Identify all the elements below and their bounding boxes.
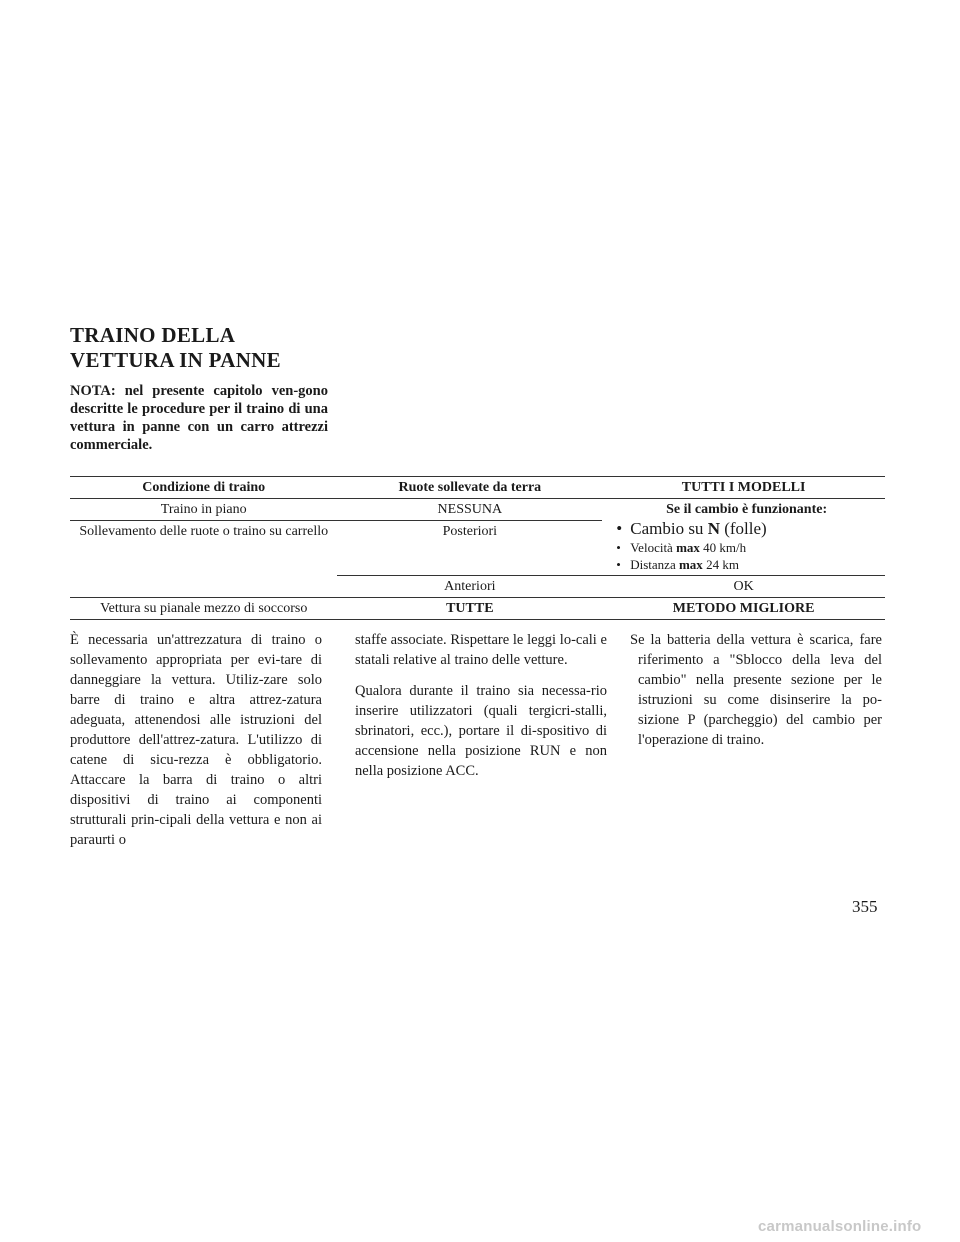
models-note-list: [614, 518, 879, 573]
table-header-row: [70, 477, 885, 499]
table-row: [70, 499, 885, 521]
header-models: TUTTI I MODELLI: [602, 477, 885, 499]
header-condition: Condizione di traino: [70, 477, 337, 499]
text-column-1: [70, 630, 322, 861]
models-note-title: Se il cambio è funzionante:: [666, 502, 828, 517]
row2-condition: Sollevamento delle ruote o traino su carrello: [70, 521, 337, 598]
text-column-2: [355, 630, 607, 792]
row3-wheels: Anteriori: [337, 576, 602, 598]
row4-wheels: TUTTE: [337, 598, 602, 620]
section-heading: [70, 323, 281, 373]
list-item: • Distanza max 24 km: [614, 556, 879, 573]
list-item: • Velocità max 40 km/h: [614, 539, 879, 556]
row4-models: METODO MIGLIORE: [602, 598, 885, 620]
header-wheels: Ruote sollevate da terra: [337, 477, 602, 499]
body-paragraph: È necessaria un'attrezzatura di traino o sollevamento appropriata per evi-tare di danneggiare la vettura. Utiliz-zare solo barre di traino e altra attrez-zatura adeguata, attenendosi alle istruzioni del produttore dell'attrez-zatura. L'utilizzo di catene di sicu-rezza è obbligatorio. Attaccare la barra di traino o altri dispositivi di traino ai componenti strutturali prin-cipali della vettura e non ai paraurti o: [70, 632, 322, 848]
page-number: 355: [852, 897, 878, 916]
note-paragraph: NOTA: nel presente capitolo ven-gono descritte le procedure per il traino di una vettura in panne con un carro attrezzi commerciale.: [70, 383, 328, 453]
body-paragraph: Se la batteria della vettura è scarica, fare riferimento a "Sblocco della leva del cambio" nella presente sezione per le istruzioni su come disinserire la po-sizione P (parcheggio) del cambio per l'operazione di traino.: [630, 632, 882, 748]
heading-line-2: VETTURA IN PANNE: [70, 348, 281, 372]
row1-condition: Traino in piano: [70, 499, 337, 521]
text-column-3: [630, 630, 882, 761]
row3-models: OK: [602, 576, 885, 598]
towing-table: [70, 476, 885, 620]
body-paragraph: Qualora durante il traino sia necessa-rio inserire utilizzatori (quali tergicri-stalli, sbrinatori, ecc.), portare il di-spositivo di accensione nella posizione RUN e non nella posizione ACC.: [355, 683, 607, 779]
table-row: [70, 598, 885, 620]
body-paragraph: staffe associate. Rispettare le leggi lo-cali e statali relative al traino delle vetture.: [355, 632, 607, 668]
models-note-cell: [602, 499, 885, 576]
row1-wheels: NESSUNA: [337, 499, 602, 521]
watermark: carmanualsonline.info: [758, 1218, 922, 1235]
row2-wheels: Posteriori: [337, 521, 602, 576]
heading-line-1: TRAINO DELLA: [70, 323, 236, 347]
row4-condition: Vettura su pianale mezzo di soccorso: [70, 598, 337, 620]
list-item: • Cambio su N (folle): [614, 518, 879, 539]
